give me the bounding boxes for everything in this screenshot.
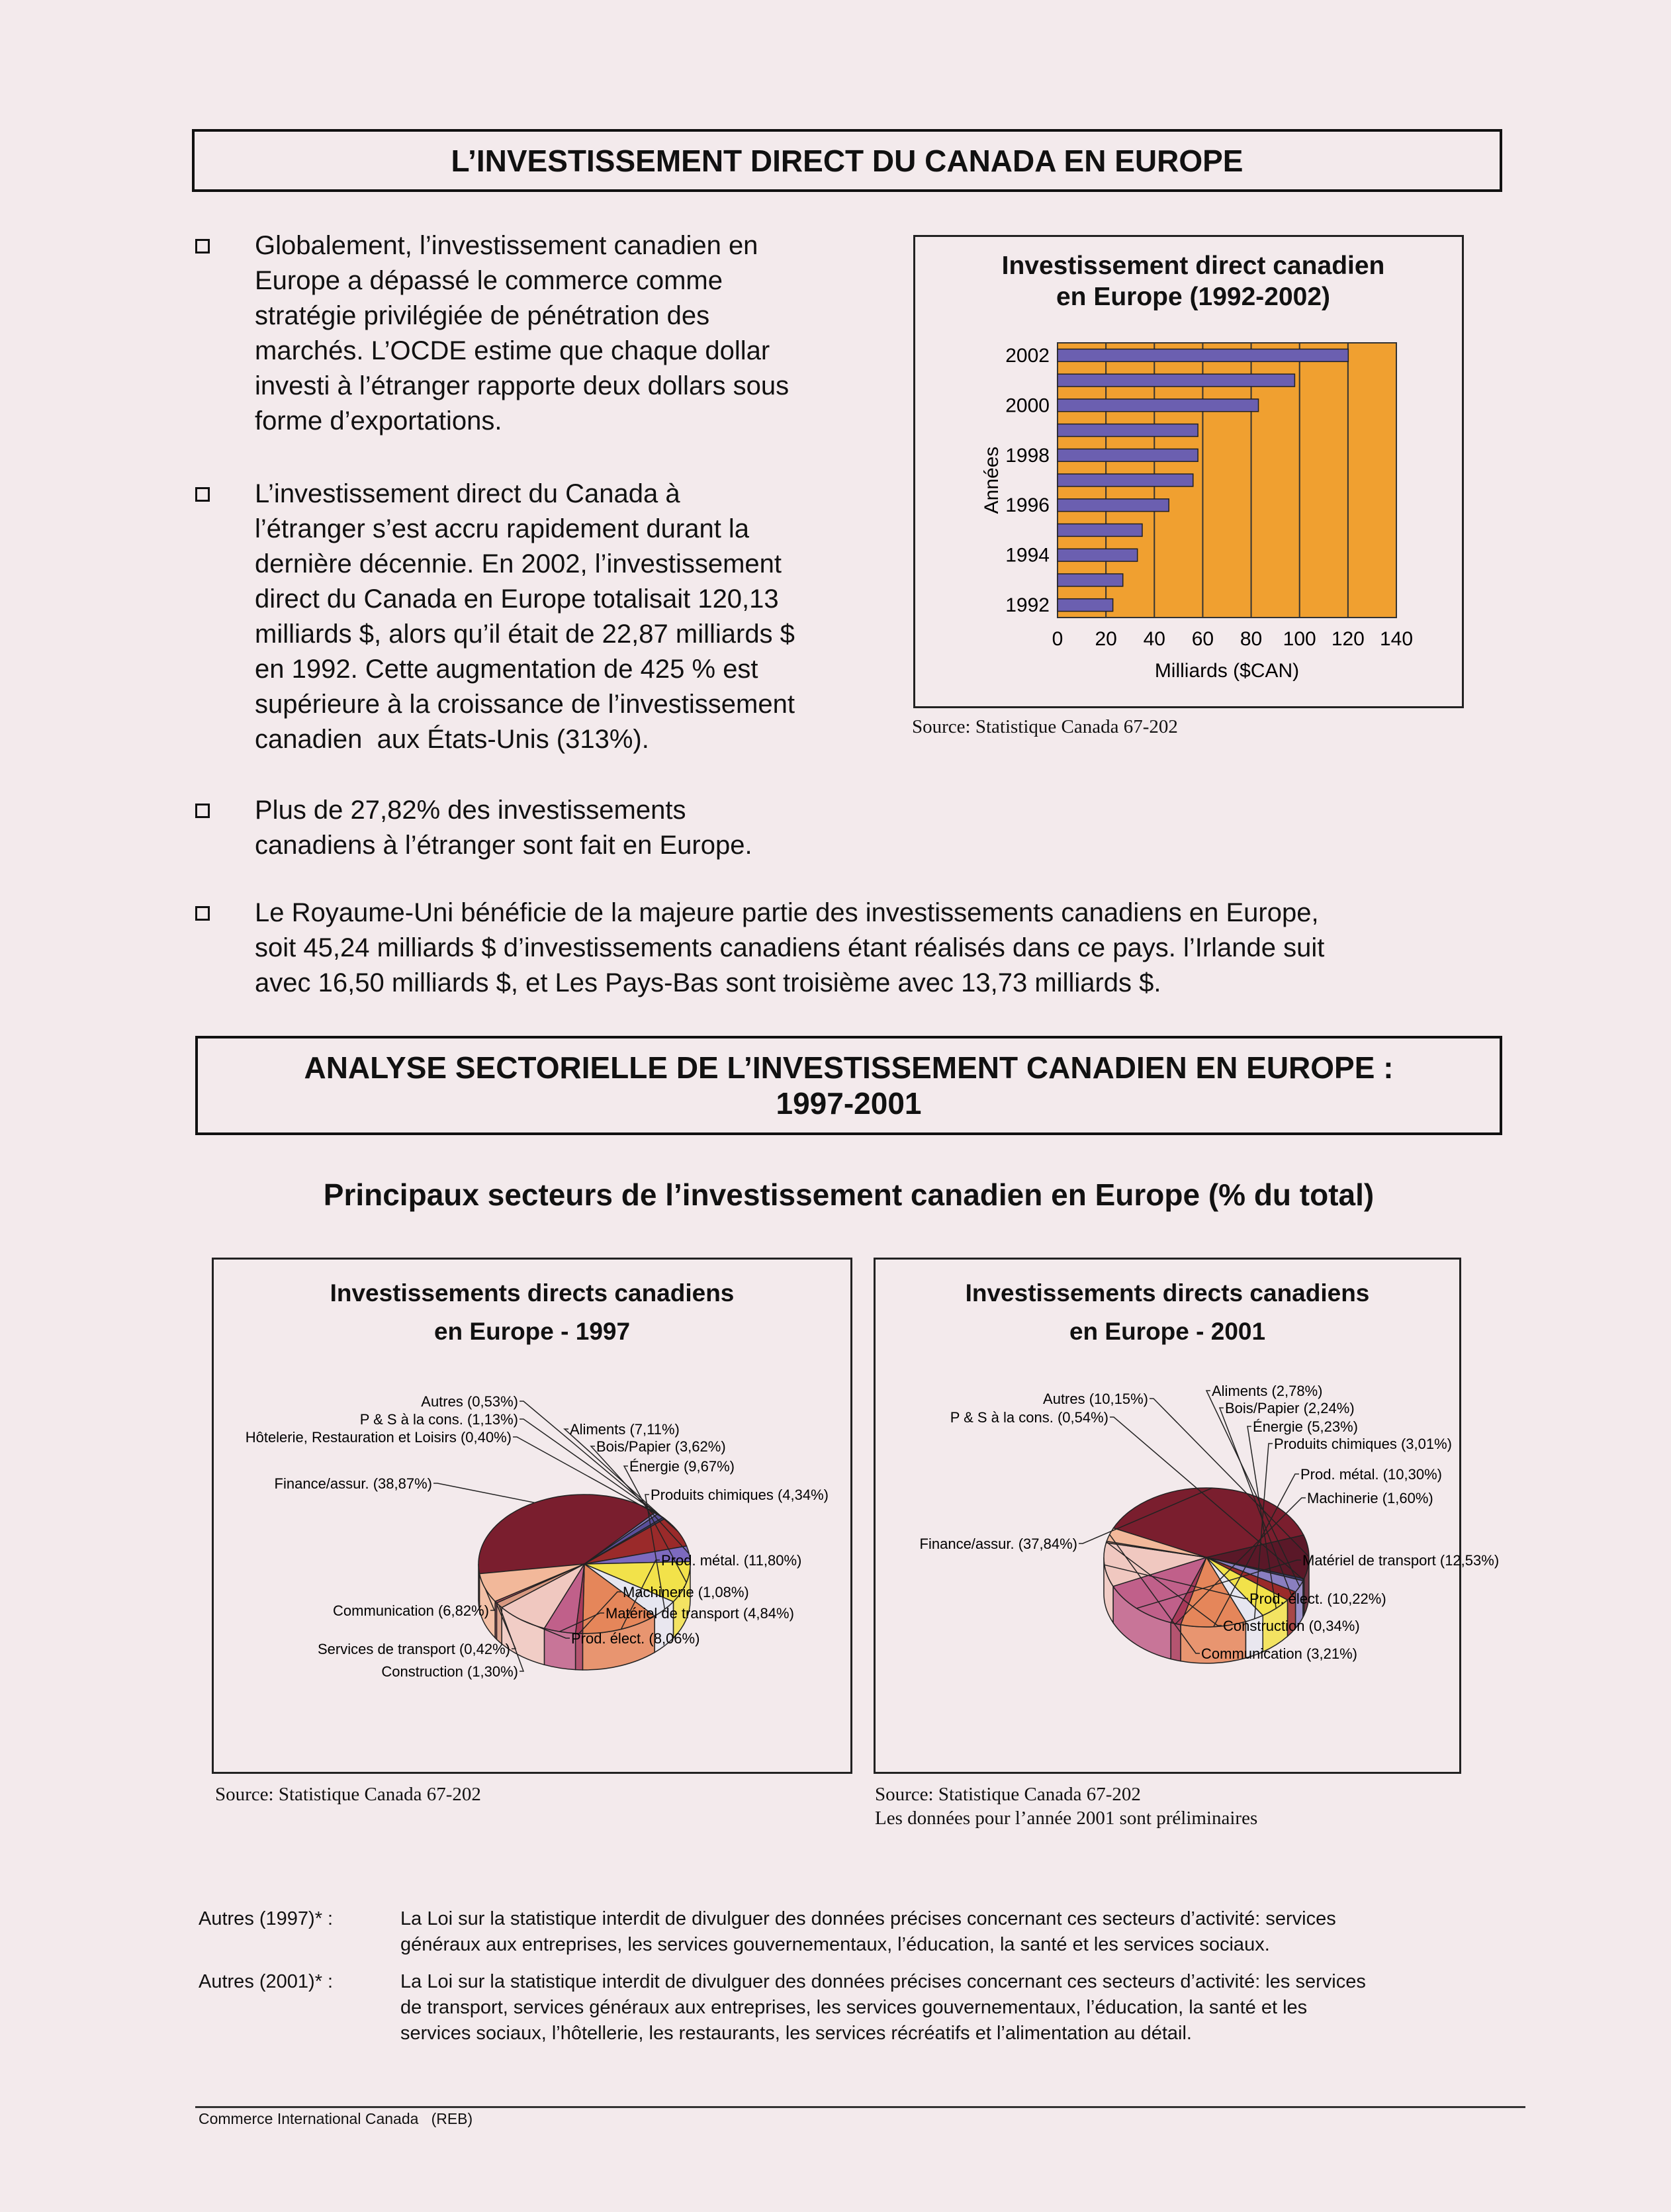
pie-slice-label: Bois/Papier (3,62%)	[596, 1438, 726, 1455]
y-tick-label: 2002	[1005, 344, 1050, 367]
bar-chart	[915, 336, 1462, 707]
section-title-analyse	[195, 1036, 1502, 1135]
section-title-investissement	[192, 129, 1502, 192]
bar	[1058, 599, 1113, 612]
x-tick-label: 120	[1331, 628, 1365, 650]
pie-slice-label: Produits chimiques (4,34%)	[651, 1487, 829, 1503]
bar	[1058, 549, 1138, 561]
bar	[1058, 449, 1198, 461]
section-title-text: ANALYSE SECTORIELLE DE L’INVESTISSEMENT CANADIEN EN EUROPE : 1997-2001	[304, 1050, 1394, 1121]
pie-2001-title: Investissements directs canadiens en Europe - 2001	[965, 1279, 1370, 1345]
bullet-item-4	[195, 896, 1519, 1001]
pie-slice-label: Hôtelerie, Restauration et Loisirs (0,40%)	[245, 1429, 512, 1446]
bar	[1058, 349, 1348, 361]
y-tick-label: 1998	[1005, 444, 1050, 467]
pie-chart-1997-panel	[212, 1258, 852, 1774]
pie-slice-side	[1171, 1622, 1181, 1661]
bar	[1058, 524, 1142, 537]
pie-slice-label: Bois/Papier (2,24%)	[1225, 1400, 1355, 1416]
x-tick-label: 60	[1191, 628, 1214, 650]
pie-slice-label: Autres (10,15%)	[1043, 1391, 1148, 1407]
x-tick-label: 20	[1095, 628, 1117, 650]
pie-chart-2001-panel	[874, 1258, 1500, 1774]
note-text: La Loi sur la statistique interdit de divulguer des données précises concernant ces secteurs d’activité: services généraux aux entreprises, les services gouvernementaux, l’éducation, la santé et les services sociaux.	[400, 1908, 1336, 1955]
bar	[1058, 399, 1259, 412]
pie-slice-label: P & S à la cons. (1,13%)	[359, 1411, 518, 1428]
x-tick-label: 80	[1240, 628, 1263, 650]
x-tick-label: 140	[1379, 628, 1414, 650]
bar	[1058, 574, 1123, 586]
pie-slice-label: Finance/assur. (38,87%)	[274, 1475, 432, 1492]
pie-slice-label: Construction (1,30%)	[381, 1663, 518, 1680]
y-tick-label: 1996	[1005, 494, 1050, 517]
pie-2001-source: Source: Statistique Canada 67-202 Les données pour l’année 2001 sont préliminaires	[875, 1784, 1258, 1829]
pie-chart-2001	[876, 1359, 1500, 1769]
pie-1997-source: Source: Statistique Canada 67-202	[215, 1784, 481, 1805]
footer-text: Commerce International Canada (REB)	[199, 2110, 473, 2127]
note-text: La Loi sur la statistique interdit de divulguer des données précises concernant ces secteurs d’activité: les services de transport, services généraux aux entreprises, les services gouvernementaux, l’éducation, la santé et les services sociaux, l’hôtellerie, les restaurants, les services récréatifs et l’alimentation au détail.	[400, 1971, 1366, 2044]
y-axis-label: Années	[981, 446, 1003, 514]
bar	[1058, 374, 1294, 387]
x-tick-label: 0	[1052, 628, 1063, 650]
bullet-text: Globalement, l’investissement canadien en Europe a dépassé le commerce comme stratégie privilégiée de pénétration des marchés. L’OCDE estime que chaque dollar investi à l’étranger rapporte deux dollars sous forme d’exportations.	[255, 231, 790, 436]
y-tick-label: 1994	[1005, 544, 1050, 567]
checkbox-bullet-icon	[195, 804, 210, 818]
pie-slice-label: Prod. métal. (10,30%)	[1300, 1466, 1442, 1483]
pie-slice-label: Aliments (2,78%)	[1212, 1383, 1323, 1399]
pie-leader-line	[433, 1483, 535, 1502]
x-axis-label: Milliards ($CAN)	[1154, 660, 1300, 682]
pie-slice-label: P & S à la cons. (0,54%)	[950, 1409, 1108, 1426]
pie-slice-label: Matériel de transport (4,84%)	[606, 1605, 794, 1622]
checkbox-bullet-icon	[195, 487, 210, 502]
checkbox-bullet-icon	[195, 906, 210, 921]
pie-slice-label: Aliments (7,11%)	[570, 1421, 680, 1438]
pie-1997-title: Investissements directs canadiens en Europe - 1997	[330, 1279, 735, 1345]
pie-slice-label: Machinerie (1,60%)	[1307, 1490, 1433, 1506]
bullet-item-2	[195, 477, 910, 761]
pie-section-subtitle: Principaux secteurs de l’investissement canadien en Europe (% du total)	[323, 1177, 1375, 1212]
pie-slice-label: Machinerie (1,08%)	[623, 1584, 749, 1600]
pie-slice-label: Énergie (9,67%)	[629, 1458, 735, 1475]
bar	[1058, 474, 1193, 486]
bullet-text: Plus de 27,82% des investissements canadiens à l’étranger sont fait en Europe.	[255, 796, 752, 860]
note-label: Autres (2001)* :	[199, 1971, 334, 1992]
pie-slice-label: Prod. métal. (11,80%)	[661, 1552, 802, 1569]
pie-slice-label: Matériel de transport (12,53%)	[1302, 1552, 1500, 1569]
pie-slice-label: Communication (6,82%)	[333, 1602, 489, 1619]
pie-chart-1997	[214, 1359, 850, 1769]
pie-slice-label: Prod. élect. (10,22%)	[1249, 1590, 1386, 1607]
bar-chart-title: Investissement direct canadien en Europe (1992-2002)	[1001, 252, 1385, 311]
bar	[1058, 499, 1169, 512]
x-tick-label: 100	[1283, 628, 1316, 650]
pie-slice-label: Autres (0,53%)	[421, 1393, 518, 1410]
y-tick-label: 2000	[1005, 394, 1050, 417]
pie-slice-label: Construction (0,34%)	[1223, 1618, 1360, 1634]
bullet-item-1	[195, 228, 910, 443]
pie-slice-label: Finance/assur. (37,84%)	[919, 1536, 1077, 1552]
pie-slice-label: Produits chimiques (3,01%)	[1274, 1436, 1453, 1452]
bullet-item-3	[195, 793, 910, 866]
bullet-text: Le Royaume-Uni bénéficie de la majeure partie des investissements canadiens en Europe, soit 45,24 milliards $ d’investissements canadiens étant réalisés dans ce pays. l’Irlande suit avec 16,50 milliards $, et Les Pays-Bas sont troisième avec 13,73 milliards $.	[255, 898, 1325, 997]
bar-chart-source: Source: Statistique Canada 67-202	[912, 716, 1178, 737]
bullet-text: L’investissement direct du Canada à l’étranger s’est accru rapidement durant la dernière décennie. En 2002, l’investissement direct du Canada en Europe totalisait 120,13 milliards $, alors qu’il était de 22,87 milliards $ en 1992. Cette augmentation de 425 % est supérieure à la croissance de l’investissement canadien aux États-Unis (313%).	[255, 479, 795, 754]
checkbox-bullet-icon	[195, 239, 210, 253]
y-tick-label: 1992	[1005, 594, 1050, 617]
pie-slice-label: Communication (3,21%)	[1201, 1645, 1357, 1662]
footer-rule	[195, 2106, 1525, 2108]
note-label: Autres (1997)* :	[199, 1908, 334, 1929]
pie-slice-label: Prod. élect. (8,06%)	[571, 1630, 700, 1647]
pie-slice-label: Services de transport (0,42%)	[317, 1641, 510, 1657]
x-tick-label: 40	[1143, 628, 1165, 650]
pie-slice-label: Énergie (5,23%)	[1253, 1418, 1358, 1435]
bar	[1058, 424, 1198, 437]
section-title-text: L’INVESTISSEMENT DIRECT DU CANADA EN EUROPE	[451, 143, 1243, 178]
bar-chart-panel	[913, 235, 1464, 708]
